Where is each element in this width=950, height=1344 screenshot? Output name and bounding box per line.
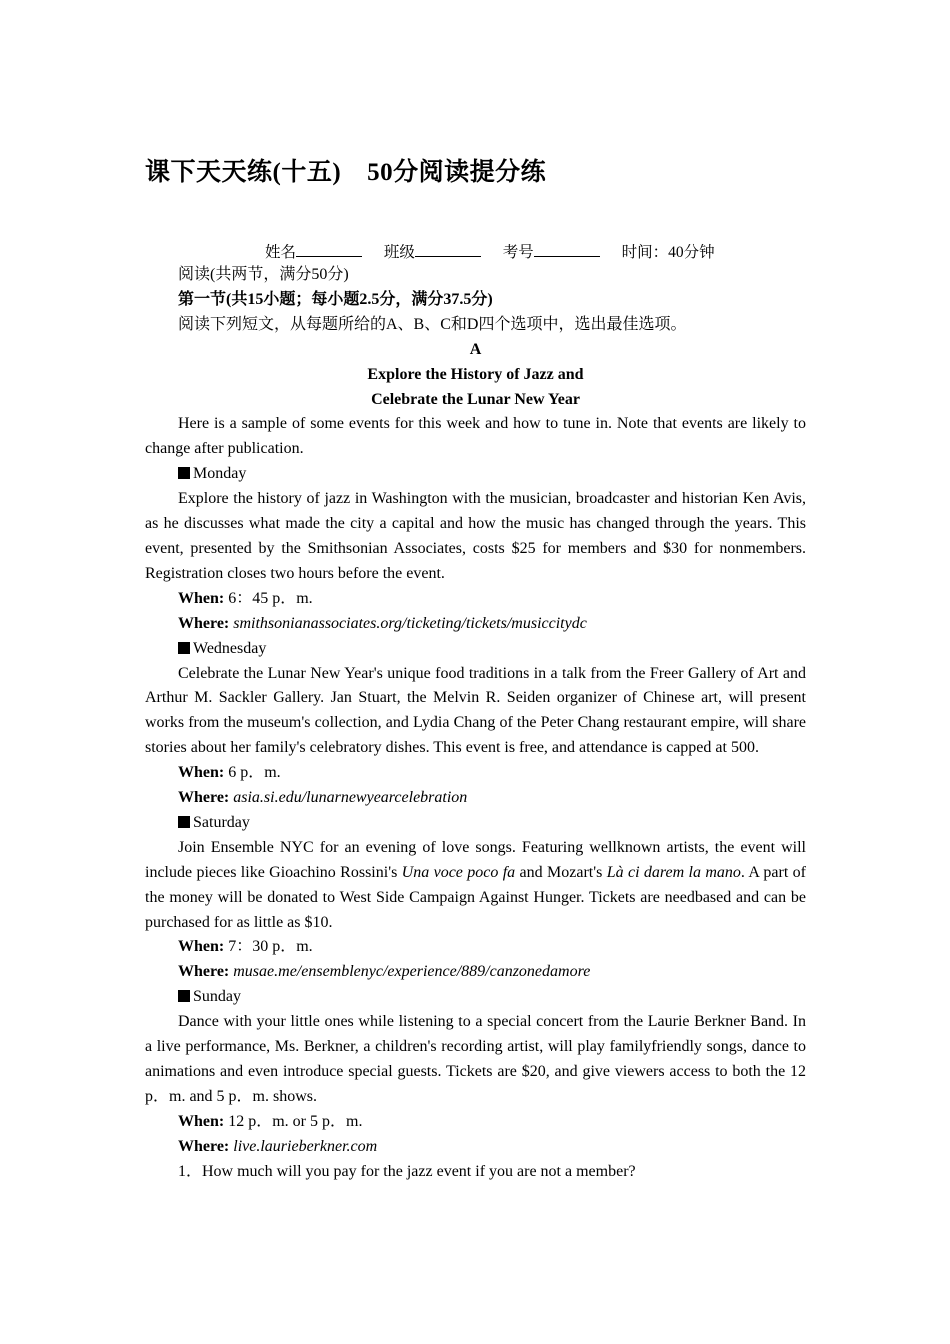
student-info-line <box>265 240 715 262</box>
day-heading-saturday: Saturday <box>145 811 806 836</box>
square-bullet-icon <box>178 467 190 479</box>
question-1: 1．How much will you pay for the jazz event if you are not a member? <box>178 1162 636 1180</box>
event-wednesday-when: When: 6 p．m. <box>178 764 281 782</box>
day-heading-monday: Monday <box>145 462 806 487</box>
class-label: 班级 <box>383 244 415 261</box>
event-monday-when: When: 6：45 p．m. <box>178 589 313 607</box>
event-wednesday-where: Where: asia.si.edu/lunarnewyearcelebration <box>178 789 468 807</box>
event-sunday-link[interactable]: live.laurieberkner.com <box>233 1137 378 1155</box>
event-sunday-when: When: 12 p．m. or 5 p．m. <box>178 1112 363 1130</box>
square-bullet-icon <box>178 990 190 1002</box>
square-bullet-icon <box>178 816 190 828</box>
title-sub: 50分阅读提分练 <box>367 159 547 186</box>
time-label: 时间：40分钟 <box>621 244 715 261</box>
passage-letter: A <box>469 340 482 358</box>
exam-no-blank[interactable] <box>534 242 600 257</box>
name-label: 姓名 <box>265 244 297 261</box>
day-heading-sunday: Sunday <box>145 985 806 1010</box>
event-sunday-text: Dance with your little ones while listening to a special concert from the Laurie Berkner Band. In a live performance, Ms. Berkner, a children's recording artist, will play familyfriendly songs, dance to animations and even introduce special guests. Tickets are $20, and give viewers access to both the 12 p．m. and 5 p．m. shows. <box>145 1013 806 1105</box>
event-saturday-where: Where: musae.me/ensemblenyc/experience/889/canzonedamore <box>178 963 591 981</box>
event-saturday-when: When: 7：30 p．m. <box>178 938 313 956</box>
event-wednesday-link[interactable]: asia.si.edu/lunarnewyearcelebration <box>233 789 468 807</box>
event-saturday-link[interactable]: musae.me/ensemblenyc/experience/889/canzonedamore <box>233 963 591 981</box>
event-saturday-text: Join Ensemble NYC for an evening of love songs. Featuring wellknown artists, the event will include pieces like Gioachino Rossini's Una voce poco fa and Mozart's Là ci darem la mano. A part of the money will be donated to West Side Campaign Against Hunger. Tickets are needbased and can be purchased for as little as $10. <box>145 838 806 931</box>
passage-title-line2: Celebrate the Lunar New Year <box>371 390 580 408</box>
event-sunday-where: Where: live.laurieberkner.com <box>178 1137 378 1155</box>
passage-intro: Here is a sample of some events for this week and how to tune in. Note that events are likely to change after publication. <box>145 415 806 458</box>
section-intro: 阅读(共两节，满分50分) <box>178 266 349 283</box>
event-wednesday-text: Celebrate the Lunar New Year's unique food traditions in a talk from the Freer Gallery of Art and Arthur M. Sackler Gallery. Jan Stuart, the Melvin R. Seiden organizer of Chinese art, will present works from the museum's collection, and Lydia Chang of the Peter Chang restaurant empire, will share stories about her family's celebratory dishes. This event is free, and attendance is capped at 500. <box>145 664 806 757</box>
day-heading-wednesday: Wednesday <box>145 637 806 662</box>
section-one-heading: 第一节(共15小题；每小题2.5分，满分37.5分) <box>178 290 493 308</box>
event-monday-text: Explore the history of jazz in Washington with the musician, broadcaster and historian Ken Avis, as he discusses what made the city a capital and how the music has changed through the years. This event, presented by the Smithsonian Associates, costs $25 for members and $30 for nonmembers. Registration closes two hours before the event. <box>145 490 806 582</box>
passage-title-line1: Explore the History of Jazz and <box>367 365 584 383</box>
class-blank[interactable] <box>415 242 481 257</box>
exam-no-label: 考号 <box>502 244 534 261</box>
content <box>145 263 806 1185</box>
instruction: 阅读下列短文，从每题所给的A、B、C和D四个选项中，选出最佳选项。 <box>178 315 687 333</box>
square-bullet-icon <box>178 642 190 654</box>
title-main: 课下天天练(十五) <box>145 159 342 186</box>
event-monday-link[interactable]: smithsonianassociates.org/ticketing/tickets/musiccitydc <box>233 614 587 632</box>
page-title <box>145 152 546 188</box>
event-monday-where: Where: smithsonianassociates.org/ticketing/tickets/musiccitydc <box>178 614 587 632</box>
name-blank[interactable] <box>296 242 362 257</box>
